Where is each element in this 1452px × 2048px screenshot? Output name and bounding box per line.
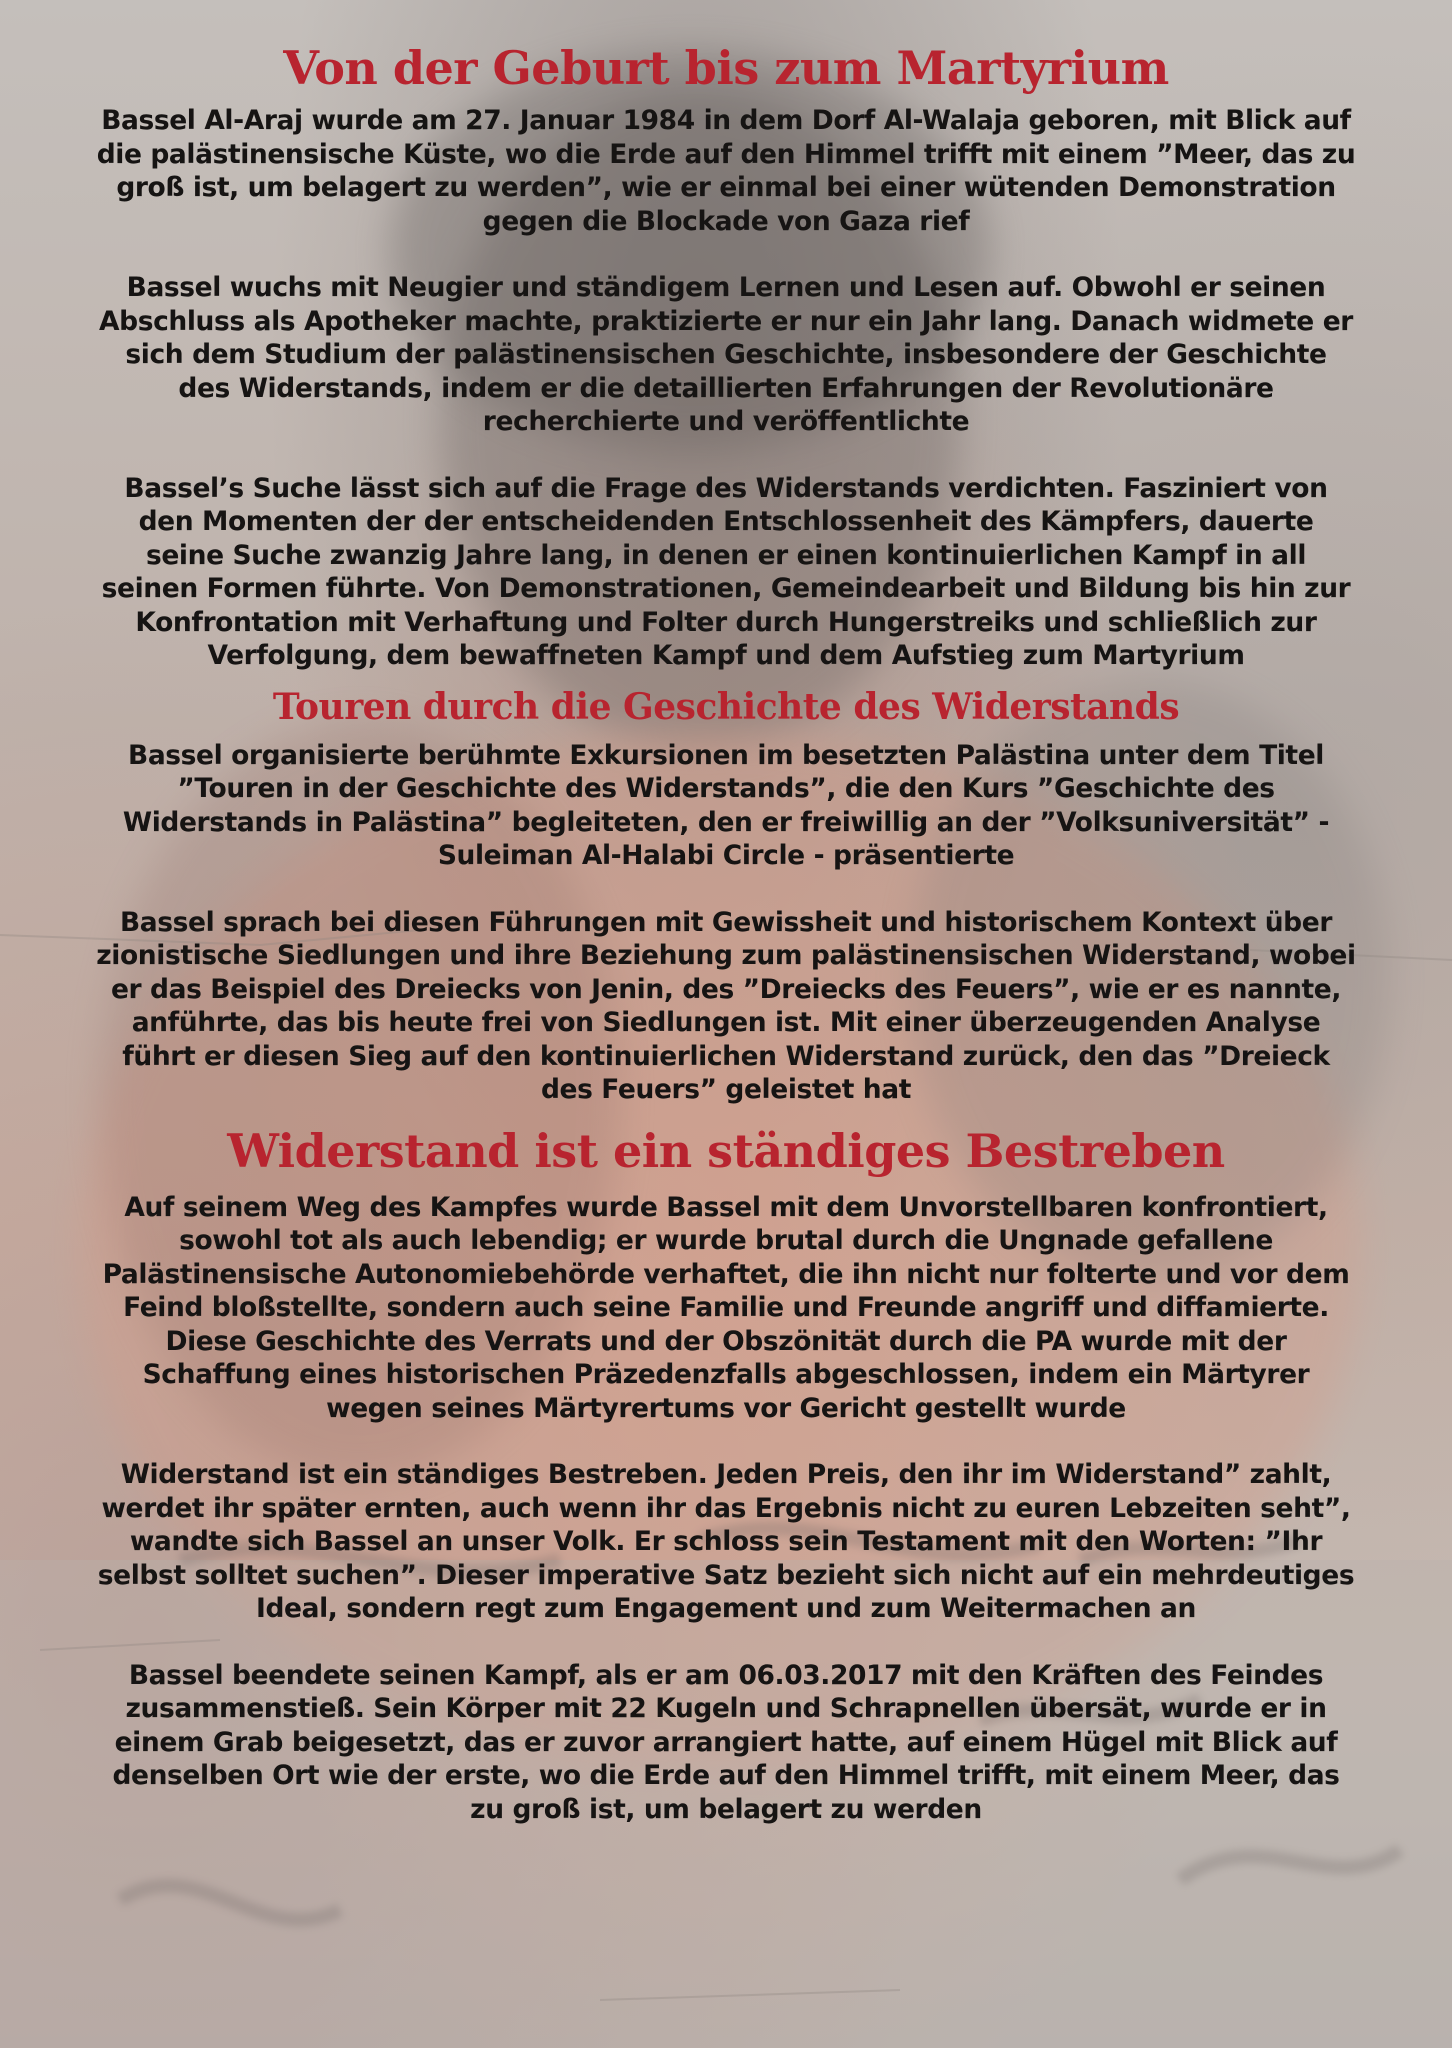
paragraph-gap bbox=[88, 1626, 1364, 1659]
paragraph-testament: Widerstand ist ein ständiges Bestreben. Jeden Preis, den ihr im Widerstand” zahlt, werdet ihr später ernten, auch wenn ihr das Ergebnis nicht zu euren Lebzeiten seht”, wandte sich Bassel an unser Volk. Er schloss sein Testament mit den Worten: ”Ihr selbst solltet suchen”. Dieser imperative Satz bezieht sich nicht auf ein mehrdeutiges Ideal, sondern regt zum Engagement und zum Weitermachen an bbox=[97, 1459, 1355, 1624]
paragraph-arrest: Auf seinem Weg des Kampfes wurde Bassel mit dem Unvorstellbaren konfrontiert, sowohl tot als auch lebendig; er wurde brutal durch die Ungnade gefallene Palästinensische Autonomiebehörde verhaftet, die ihn nicht nur folterte und vor dem Feind bloßstellte, sondern auch seine Familie und Freunde angriff und diffamierte. Diese Geschichte des Verrats und der Obszönität durch die PA wurde mit der Schaffung eines historischen Präzedenzfalls abgeschlossen, indem ein Märtyrer wegen seines Märtyrertums vor Gericht gestellt wurde bbox=[102, 1191, 1350, 1424]
paragraph-settlements: Bassel sprach bei diesen Führungen mit Gewissheit und historischem Kontext über zionistische Siedlungen und ihre Beziehung zum palästinensischen Widerstand, wobei er das Beispiel des Dreiecks von Jenin, des ”Dreiecks des Feuers”, wie er es nannte, anführte, das bis heute frei von Siedlungen ist. Mit einer überzeugenden Analyse führt er diesen Sieg auf den kontinuierlichen Widerstand zurück, den das ”Dreieck des Feuers” geleistet hat bbox=[96, 906, 1356, 1105]
paragraph-gap bbox=[88, 873, 1364, 906]
section-heading-birth-to-martyrdom: Von der Geburt bis zum Martyrium bbox=[283, 41, 1169, 95]
paragraph-gap bbox=[88, 439, 1364, 472]
paragraph-gap bbox=[88, 238, 1364, 271]
section-heading-resistance: Widerstand ist ein ständiges Bestreben bbox=[227, 1123, 1225, 1178]
poster-content bbox=[88, 0, 1364, 1826]
paragraph-gap bbox=[88, 1425, 1364, 1458]
paragraph-martyrdom: Bassel beendete seinen Kampf, als er am 06.03.2017 mit den Kräften des Feindes zusammenstieß. Sein Körper mit 22 Kugeln und Schrapnellen übersät, wurde er in einem Grab beigesetzt, das er zuvor arrangiert hatte, auf einem Hügel mit Blick auf denselben Ort wie der erste, wo die Erde auf den Himmel trifft, mit einem Meer, das zu groß ist, um belagert zu werden bbox=[112, 1659, 1340, 1825]
paragraph-birth: Bassel Al-Araj wurde am 27. Januar 1984 in dem Dorf Al-Walaja geboren, mit Blick auf die palästinensische Küste, wo die Erde auf den Himmel trifft mit einem ”Meer, das zu groß ist, um belagert zu werden”, wie er einmal bei einer wütenden Demonstration gegen die Blockade von Gaza rief bbox=[96, 105, 1356, 237]
paragraph-education: Bassel wuchs mit Neugier und ständigem Lernen und Lesen auf. Obwohl er seinen Abschluss als Apotheker machte, praktizierte er nur ein Jahr lang. Danach widmete er sich dem Studium der palästinensischen Geschichte, insbesondere der Geschichte des Widerstands, indem er die detaillierten Erfahrungen der Revolutionäre recherchierte und veröffentlichte bbox=[99, 272, 1353, 437]
paragraph-tours: Bassel organisierte berühmte Exkursionen im besetzten Palästina unter dem Titel ”Touren in der Geschichte des Widerstands”, die den Kurs ”Geschichte des Widerstands in Palästina” begleiteten, den er freiwillig an der ”Volksuniversität” - Suleiman Al-Halabi Circle - präsentierte bbox=[122, 739, 1330, 871]
section-heading-tours: Touren durch die Geschichte des Widerstands bbox=[272, 685, 1180, 728]
paragraph-search: Bassel’s Suche lässt sich auf die Frage des Widerstands verdichten. Fasziniert von den Momenten der der entscheidenden Entschlossenheit des Kämpfers, dauerte seine Suche zwanzig Jahre lang, in denen er einen kontinuierlichen Kampf in all seinen Formen führte. Von Demonstrationen, Gemeindearbeit und Bildung bis hin zur Konfrontation mit Verhaftung und Folter durch Hungerstreiks und schließlich zur Verfolgung, dem bewaffneten Kampf und dem Aufstieg zum Martyrium bbox=[101, 472, 1351, 671]
